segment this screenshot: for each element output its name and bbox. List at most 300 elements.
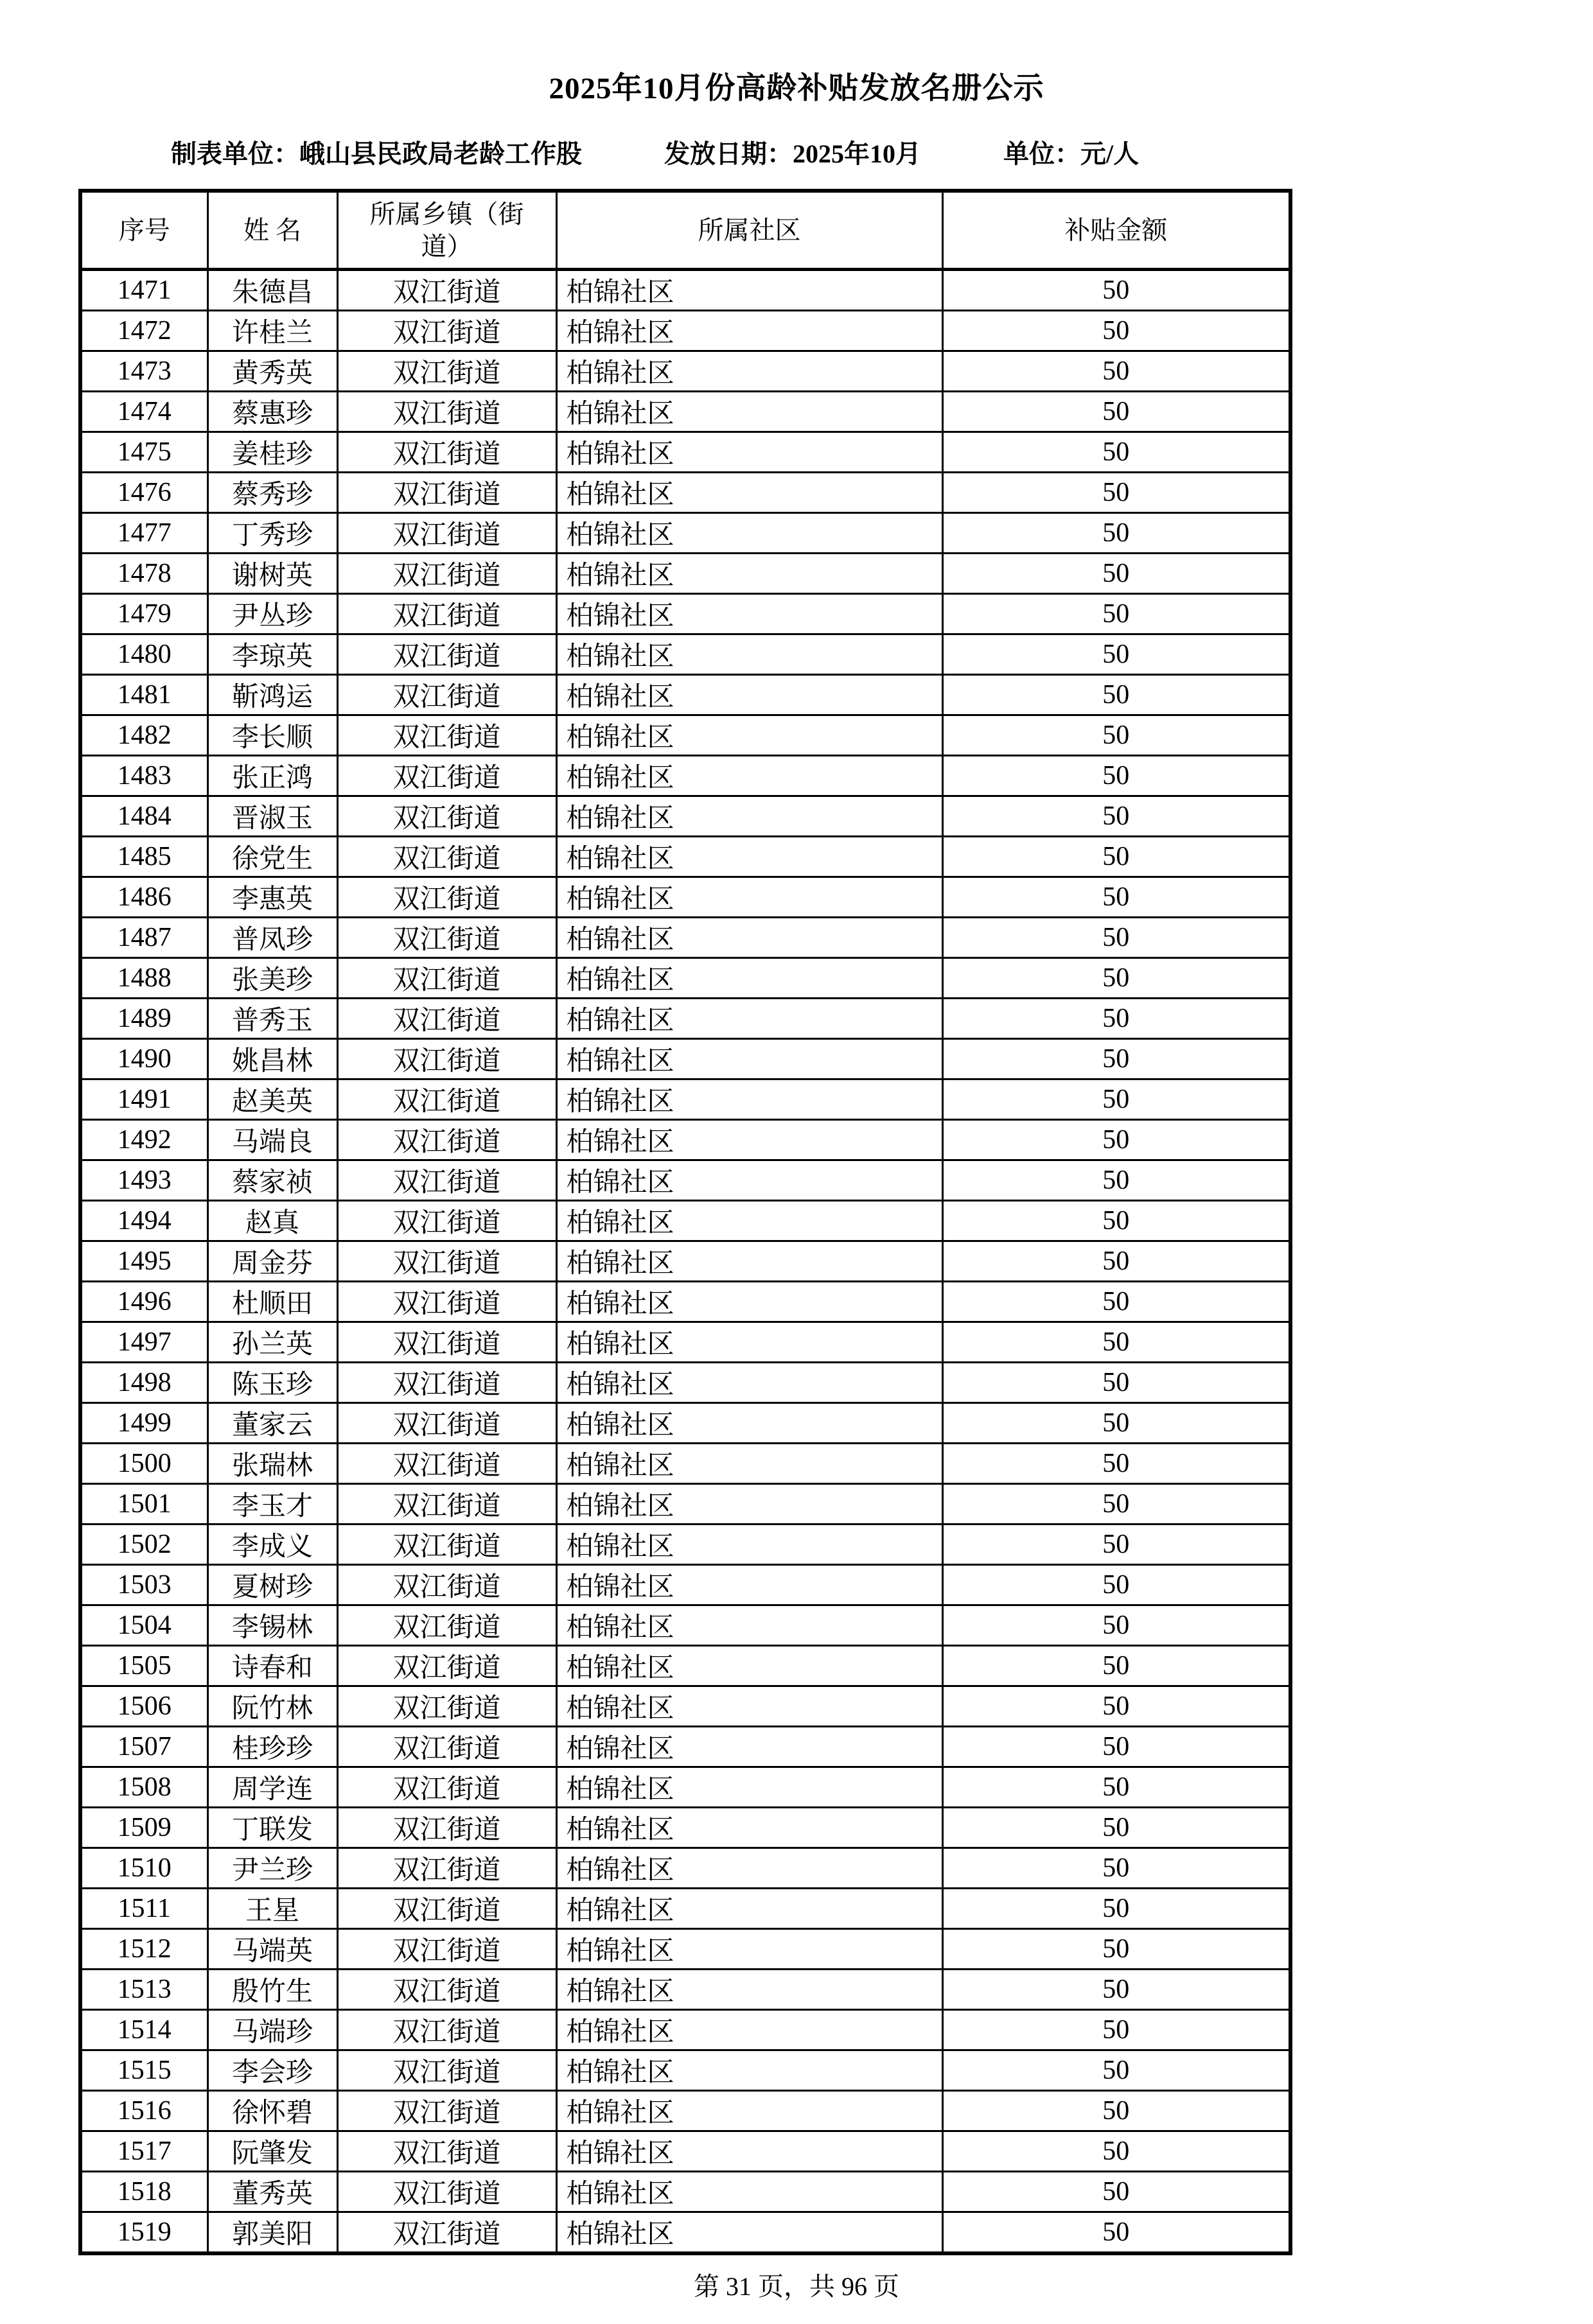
table-row: [80, 1322, 1290, 1363]
table-row: [80, 1565, 1290, 1605]
name-cell: 普秀玉: [207, 999, 337, 1039]
township-cell: 双江街道: [337, 675, 556, 715]
name-cell: 朱德昌: [207, 270, 337, 311]
township-cell: 双江街道: [337, 1079, 556, 1120]
amount-cell: 50: [942, 594, 1290, 634]
community-cell: 柏锦社区: [556, 1970, 942, 2010]
township-cell: 双江街道: [337, 270, 556, 311]
amount-cell: 50: [942, 1039, 1290, 1079]
table-body: [80, 270, 1290, 2254]
name-cell: 张瑞林: [207, 1444, 337, 1484]
table-row: [80, 1727, 1290, 1767]
seq-cell: 1499: [80, 1403, 207, 1444]
township-cell: 双江街道: [337, 999, 556, 1039]
seq-cell: 1477: [80, 513, 207, 554]
seq-cell: 1474: [80, 392, 207, 432]
township-cell: 双江街道: [337, 1808, 556, 1848]
township-cell: 双江街道: [337, 1039, 556, 1079]
name-cell: 赵美英: [207, 1079, 337, 1120]
page-number: 第 31 页，共 96 页: [694, 2272, 899, 2301]
table-row: [80, 351, 1290, 392]
seq-cell: 1514: [80, 2010, 207, 2050]
community-cell: 柏锦社区: [556, 432, 942, 473]
name-cell: 丁联发: [207, 1808, 337, 1848]
seq-cell: 1503: [80, 1565, 207, 1605]
amount-cell: 50: [942, 1686, 1290, 1727]
seq-cell: 1473: [80, 351, 207, 392]
name-cell: 王星: [207, 1889, 337, 1929]
amount-cell: 50: [942, 837, 1290, 877]
community-cell: 柏锦社区: [556, 2050, 942, 2091]
township-cell: 双江街道: [337, 2172, 556, 2212]
community-cell: 柏锦社区: [556, 1484, 942, 1525]
township-cell: 双江街道: [337, 351, 556, 392]
table-row: [80, 1363, 1290, 1403]
seq-cell: 1507: [80, 1727, 207, 1767]
name-cell: 晋淑玉: [207, 796, 337, 837]
table-row: [80, 1929, 1290, 1970]
name-cell: 阮竹林: [207, 1686, 337, 1727]
amount-cell: 50: [942, 918, 1290, 958]
seq-cell: 1488: [80, 958, 207, 999]
community-cell: 柏锦社区: [556, 270, 942, 311]
community-cell: 柏锦社区: [556, 1201, 942, 1241]
amount-cell: 50: [942, 513, 1290, 554]
amount-cell: 50: [942, 2131, 1290, 2172]
table-row: [80, 1160, 1290, 1201]
township-cell: 双江街道: [337, 1241, 556, 1282]
table-row: [80, 1605, 1290, 1646]
name-cell: 李长顺: [207, 715, 337, 756]
community-cell: 柏锦社区: [556, 877, 942, 918]
table-row: [80, 1484, 1290, 1525]
seq-cell: 1498: [80, 1363, 207, 1403]
table-row: [80, 554, 1290, 594]
township-cell: 双江街道: [337, 1525, 556, 1565]
amount-cell: 50: [942, 1889, 1290, 1929]
township-cell: 双江街道: [337, 796, 556, 837]
township-cell: 双江街道: [337, 473, 556, 513]
amount-cell: 50: [942, 2212, 1290, 2254]
name-cell: 李玉才: [207, 1484, 337, 1525]
seq-cell: 1481: [80, 675, 207, 715]
header-township: 所属乡镇（街道）: [337, 191, 556, 270]
table-row: [80, 2172, 1290, 2212]
amount-cell: 50: [942, 1929, 1290, 1970]
township-cell: 双江街道: [337, 1889, 556, 1929]
seq-cell: 1479: [80, 594, 207, 634]
community-cell: 柏锦社区: [556, 918, 942, 958]
community-cell: 柏锦社区: [556, 1079, 942, 1120]
township-cell: 双江街道: [337, 756, 556, 796]
name-cell: 姚昌林: [207, 1039, 337, 1079]
amount-cell: 50: [942, 1120, 1290, 1160]
township-cell: 双江街道: [337, 634, 556, 675]
table-row: [80, 1120, 1290, 1160]
name-cell: 夏树珍: [207, 1565, 337, 1605]
seq-cell: 1482: [80, 715, 207, 756]
amount-cell: 50: [942, 351, 1290, 392]
seq-cell: 1515: [80, 2050, 207, 2091]
seq-cell: 1504: [80, 1605, 207, 1646]
table-row: [80, 1282, 1290, 1322]
table-row: [80, 675, 1290, 715]
amount-cell: 50: [942, 1767, 1290, 1808]
table-header: [80, 191, 1290, 270]
amount-cell: 50: [942, 1808, 1290, 1848]
name-cell: 李锡林: [207, 1605, 337, 1646]
township-cell: 双江街道: [337, 2050, 556, 2091]
table-row: [80, 594, 1290, 634]
issue-date-label: 发放日期：2025年10月: [664, 139, 921, 168]
amount-cell: 50: [942, 796, 1290, 837]
name-cell: 殷竹生: [207, 1970, 337, 2010]
table-row: [80, 1403, 1290, 1444]
document-page: [0, 72, 1593, 2324]
community-cell: 柏锦社区: [556, 1120, 942, 1160]
name-cell: 普凤珍: [207, 918, 337, 958]
township-cell: 双江街道: [337, 837, 556, 877]
community-cell: 柏锦社区: [556, 796, 942, 837]
seq-cell: 1471: [80, 270, 207, 311]
table-row: [80, 1767, 1290, 1808]
header-name: 姓 名: [207, 191, 337, 270]
amount-cell: 50: [942, 1605, 1290, 1646]
name-cell: 董秀英: [207, 2172, 337, 2212]
table-row: [80, 958, 1290, 999]
table-row: [80, 999, 1290, 1039]
township-cell: 双江街道: [337, 2010, 556, 2050]
seq-cell: 1484: [80, 796, 207, 837]
seq-cell: 1517: [80, 2131, 207, 2172]
seq-cell: 1487: [80, 918, 207, 958]
community-cell: 柏锦社区: [556, 958, 942, 999]
amount-cell: 50: [942, 1444, 1290, 1484]
table-row: [80, 473, 1290, 513]
community-cell: 柏锦社区: [556, 1686, 942, 1727]
community-cell: 柏锦社区: [556, 1039, 942, 1079]
community-cell: 柏锦社区: [556, 999, 942, 1039]
amount-cell: 50: [942, 958, 1290, 999]
community-cell: 柏锦社区: [556, 1605, 942, 1646]
name-cell: 蔡家祯: [207, 1160, 337, 1201]
community-cell: 柏锦社区: [556, 2010, 942, 2050]
name-cell: 黄秀英: [207, 351, 337, 392]
seq-cell: 1483: [80, 756, 207, 796]
township-cell: 双江街道: [337, 1201, 556, 1241]
table-row: [80, 1201, 1290, 1241]
community-cell: 柏锦社区: [556, 1889, 942, 1929]
seq-cell: 1475: [80, 432, 207, 473]
name-cell: 诗春和: [207, 1646, 337, 1686]
amount-cell: 50: [942, 756, 1290, 796]
township-cell: 双江街道: [337, 432, 556, 473]
community-cell: 柏锦社区: [556, 1646, 942, 1686]
township-cell: 双江街道: [337, 1120, 556, 1160]
township-cell: 双江街道: [337, 1727, 556, 1767]
name-cell: 谢树英: [207, 554, 337, 594]
community-cell: 柏锦社区: [556, 1565, 942, 1605]
header-seq: 序号: [80, 191, 207, 270]
name-cell: 阮肇发: [207, 2131, 337, 2172]
township-cell: 双江街道: [337, 918, 556, 958]
name-cell: 马端英: [207, 1929, 337, 1970]
amount-cell: 50: [942, 473, 1290, 513]
page-title: 2025年10月份高龄补贴发放名册公示: [549, 72, 1044, 105]
table-row: [80, 1848, 1290, 1889]
name-cell: 桂珍珍: [207, 1727, 337, 1767]
amount-cell: 50: [942, 1565, 1290, 1605]
name-cell: 徐党生: [207, 837, 337, 877]
table-row: [80, 513, 1290, 554]
community-cell: 柏锦社区: [556, 2212, 942, 2254]
amount-cell: 50: [942, 1848, 1290, 1889]
community-cell: 柏锦社区: [556, 1160, 942, 1201]
seq-cell: 1505: [80, 1646, 207, 1686]
seq-cell: 1510: [80, 1848, 207, 1889]
seq-cell: 1489: [80, 999, 207, 1039]
seq-cell: 1502: [80, 1525, 207, 1565]
table-row: [80, 1970, 1290, 2010]
township-cell: 双江街道: [337, 554, 556, 594]
amount-cell: 50: [942, 392, 1290, 432]
township-cell: 双江街道: [337, 311, 556, 351]
township-cell: 双江街道: [337, 958, 556, 999]
issuer-label: 制表单位：峨山县民政局老龄工作股: [171, 139, 582, 168]
table-row: [80, 311, 1290, 351]
header-amount: 补贴金额: [942, 191, 1290, 270]
seq-cell: 1485: [80, 837, 207, 877]
seq-cell: 1478: [80, 554, 207, 594]
header-community: 所属社区: [556, 191, 942, 270]
community-cell: 柏锦社区: [556, 2131, 942, 2172]
table-row: [80, 2050, 1290, 2091]
seq-cell: 1494: [80, 1201, 207, 1241]
seq-cell: 1513: [80, 1970, 207, 2010]
table-row: [80, 2091, 1290, 2131]
township-cell: 双江街道: [337, 1484, 556, 1525]
table-row: [80, 918, 1290, 958]
table-row: [80, 2010, 1290, 2050]
name-cell: 姜桂珍: [207, 432, 337, 473]
seq-cell: 1509: [80, 1808, 207, 1848]
amount-cell: 50: [942, 270, 1290, 311]
seq-cell: 1508: [80, 1767, 207, 1808]
amount-cell: 50: [942, 432, 1290, 473]
name-cell: 马端良: [207, 1120, 337, 1160]
table-row: [80, 837, 1290, 877]
table-row: [80, 392, 1290, 432]
community-cell: 柏锦社区: [556, 837, 942, 877]
amount-cell: 50: [942, 715, 1290, 756]
table-row: [80, 1241, 1290, 1282]
table-row: [80, 270, 1290, 311]
amount-cell: 50: [942, 1201, 1290, 1241]
name-cell: 周金芬: [207, 1241, 337, 1282]
subsidy-roster-table: [78, 189, 1292, 2255]
name-cell: 李惠英: [207, 877, 337, 918]
community-cell: 柏锦社区: [556, 634, 942, 675]
name-cell: 郭美阳: [207, 2212, 337, 2254]
table-row: [80, 877, 1290, 918]
header-row: [80, 191, 1290, 270]
seq-cell: 1500: [80, 1444, 207, 1484]
amount-cell: 50: [942, 2091, 1290, 2131]
name-cell: 孙兰英: [207, 1322, 337, 1363]
township-cell: 双江街道: [337, 877, 556, 918]
seq-cell: 1486: [80, 877, 207, 918]
seq-cell: 1491: [80, 1079, 207, 1120]
amount-cell: 50: [942, 1241, 1290, 1282]
community-cell: 柏锦社区: [556, 2091, 942, 2131]
community-cell: 柏锦社区: [556, 1848, 942, 1889]
table-row: [80, 634, 1290, 675]
seq-cell: 1511: [80, 1889, 207, 1929]
seq-cell: 1518: [80, 2172, 207, 2212]
community-cell: 柏锦社区: [556, 1444, 942, 1484]
amount-cell: 50: [942, 1403, 1290, 1444]
name-cell: 周学连: [207, 1767, 337, 1808]
township-cell: 双江街道: [337, 715, 556, 756]
township-cell: 双江街道: [337, 594, 556, 634]
amount-cell: 50: [942, 311, 1290, 351]
name-cell: 丁秀珍: [207, 513, 337, 554]
community-cell: 柏锦社区: [556, 756, 942, 796]
township-cell: 双江街道: [337, 1605, 556, 1646]
name-cell: 张正鸿: [207, 756, 337, 796]
name-cell: 徐怀碧: [207, 2091, 337, 2131]
name-cell: 赵真: [207, 1201, 337, 1241]
amount-cell: 50: [942, 2172, 1290, 2212]
table-row: [80, 1646, 1290, 1686]
township-cell: 双江街道: [337, 2131, 556, 2172]
amount-cell: 50: [942, 1646, 1290, 1686]
amount-cell: 50: [942, 1525, 1290, 1565]
amount-cell: 50: [942, 1282, 1290, 1322]
name-cell: 尹丛珍: [207, 594, 337, 634]
township-cell: 双江街道: [337, 2212, 556, 2254]
amount-cell: 50: [942, 2010, 1290, 2050]
township-cell: 双江街道: [337, 1929, 556, 1970]
community-cell: 柏锦社区: [556, 1808, 942, 1848]
name-cell: 李成义: [207, 1525, 337, 1565]
community-cell: 柏锦社区: [556, 1403, 942, 1444]
township-cell: 双江街道: [337, 1322, 556, 1363]
amount-cell: 50: [942, 1970, 1290, 2010]
community-cell: 柏锦社区: [556, 1282, 942, 1322]
name-cell: 蔡惠珍: [207, 392, 337, 432]
township-cell: 双江街道: [337, 1767, 556, 1808]
township-cell: 双江街道: [337, 1444, 556, 1484]
name-cell: 张美珍: [207, 958, 337, 999]
community-cell: 柏锦社区: [556, 1363, 942, 1403]
community-cell: 柏锦社区: [556, 1929, 942, 1970]
amount-cell: 50: [942, 1727, 1290, 1767]
township-cell: 双江街道: [337, 1403, 556, 1444]
name-cell: 马端珍: [207, 2010, 337, 2050]
seq-cell: 1490: [80, 1039, 207, 1079]
table-row: [80, 1686, 1290, 1727]
township-cell: 双江街道: [337, 1970, 556, 2010]
seq-cell: 1496: [80, 1282, 207, 1322]
table-row: [80, 1079, 1290, 1120]
seq-cell: 1493: [80, 1160, 207, 1201]
community-cell: 柏锦社区: [556, 1322, 942, 1363]
table-row: [80, 1525, 1290, 1565]
table-row: [80, 756, 1290, 796]
amount-cell: 50: [942, 999, 1290, 1039]
community-cell: 柏锦社区: [556, 2172, 942, 2212]
township-cell: 双江街道: [337, 1848, 556, 1889]
table-row: [80, 1889, 1290, 1929]
seq-cell: 1480: [80, 634, 207, 675]
table-row: [80, 1039, 1290, 1079]
seq-cell: 1497: [80, 1322, 207, 1363]
township-cell: 双江街道: [337, 2091, 556, 2131]
name-cell: 许桂兰: [207, 311, 337, 351]
seq-cell: 1516: [80, 2091, 207, 2131]
seq-cell: 1519: [80, 2212, 207, 2254]
amount-cell: 50: [942, 634, 1290, 675]
township-cell: 双江街道: [337, 1646, 556, 1686]
name-cell: 李会珍: [207, 2050, 337, 2091]
name-cell: 蔡秀珍: [207, 473, 337, 513]
community-cell: 柏锦社区: [556, 311, 942, 351]
amount-cell: 50: [942, 675, 1290, 715]
community-cell: 柏锦社区: [556, 1767, 942, 1808]
community-cell: 柏锦社区: [556, 473, 942, 513]
table-row: [80, 1808, 1290, 1848]
community-cell: 柏锦社区: [556, 351, 942, 392]
community-cell: 柏锦社区: [556, 1241, 942, 1282]
table-row: [80, 1444, 1290, 1484]
township-cell: 双江街道: [337, 1363, 556, 1403]
seq-cell: 1472: [80, 311, 207, 351]
township-cell: 双江街道: [337, 1565, 556, 1605]
seq-cell: 1495: [80, 1241, 207, 1282]
table-row: [80, 715, 1290, 756]
amount-cell: 50: [942, 877, 1290, 918]
township-cell: 双江街道: [337, 1686, 556, 1727]
amount-cell: 50: [942, 1484, 1290, 1525]
name-cell: 尹兰珍: [207, 1848, 337, 1889]
name-cell: 董家云: [207, 1403, 337, 1444]
table-row: [80, 2212, 1290, 2254]
community-cell: 柏锦社区: [556, 715, 942, 756]
table-row: [80, 432, 1290, 473]
amount-cell: 50: [942, 1160, 1290, 1201]
unit-label: 单位：元/人: [1003, 139, 1140, 168]
township-cell: 双江街道: [337, 513, 556, 554]
amount-cell: 50: [942, 1322, 1290, 1363]
township-cell: 双江街道: [337, 1160, 556, 1201]
seq-cell: 1506: [80, 1686, 207, 1727]
name-cell: 李琼英: [207, 634, 337, 675]
amount-cell: 50: [942, 554, 1290, 594]
community-cell: 柏锦社区: [556, 392, 942, 432]
seq-cell: 1476: [80, 473, 207, 513]
amount-cell: 50: [942, 1363, 1290, 1403]
meta-line: [171, 139, 1593, 170]
seq-cell: 1501: [80, 1484, 207, 1525]
community-cell: 柏锦社区: [556, 554, 942, 594]
amount-cell: 50: [942, 1079, 1290, 1120]
table-row: [80, 796, 1290, 837]
community-cell: 柏锦社区: [556, 513, 942, 554]
seq-cell: 1492: [80, 1120, 207, 1160]
community-cell: 柏锦社区: [556, 1727, 942, 1767]
township-cell: 双江街道: [337, 1282, 556, 1322]
